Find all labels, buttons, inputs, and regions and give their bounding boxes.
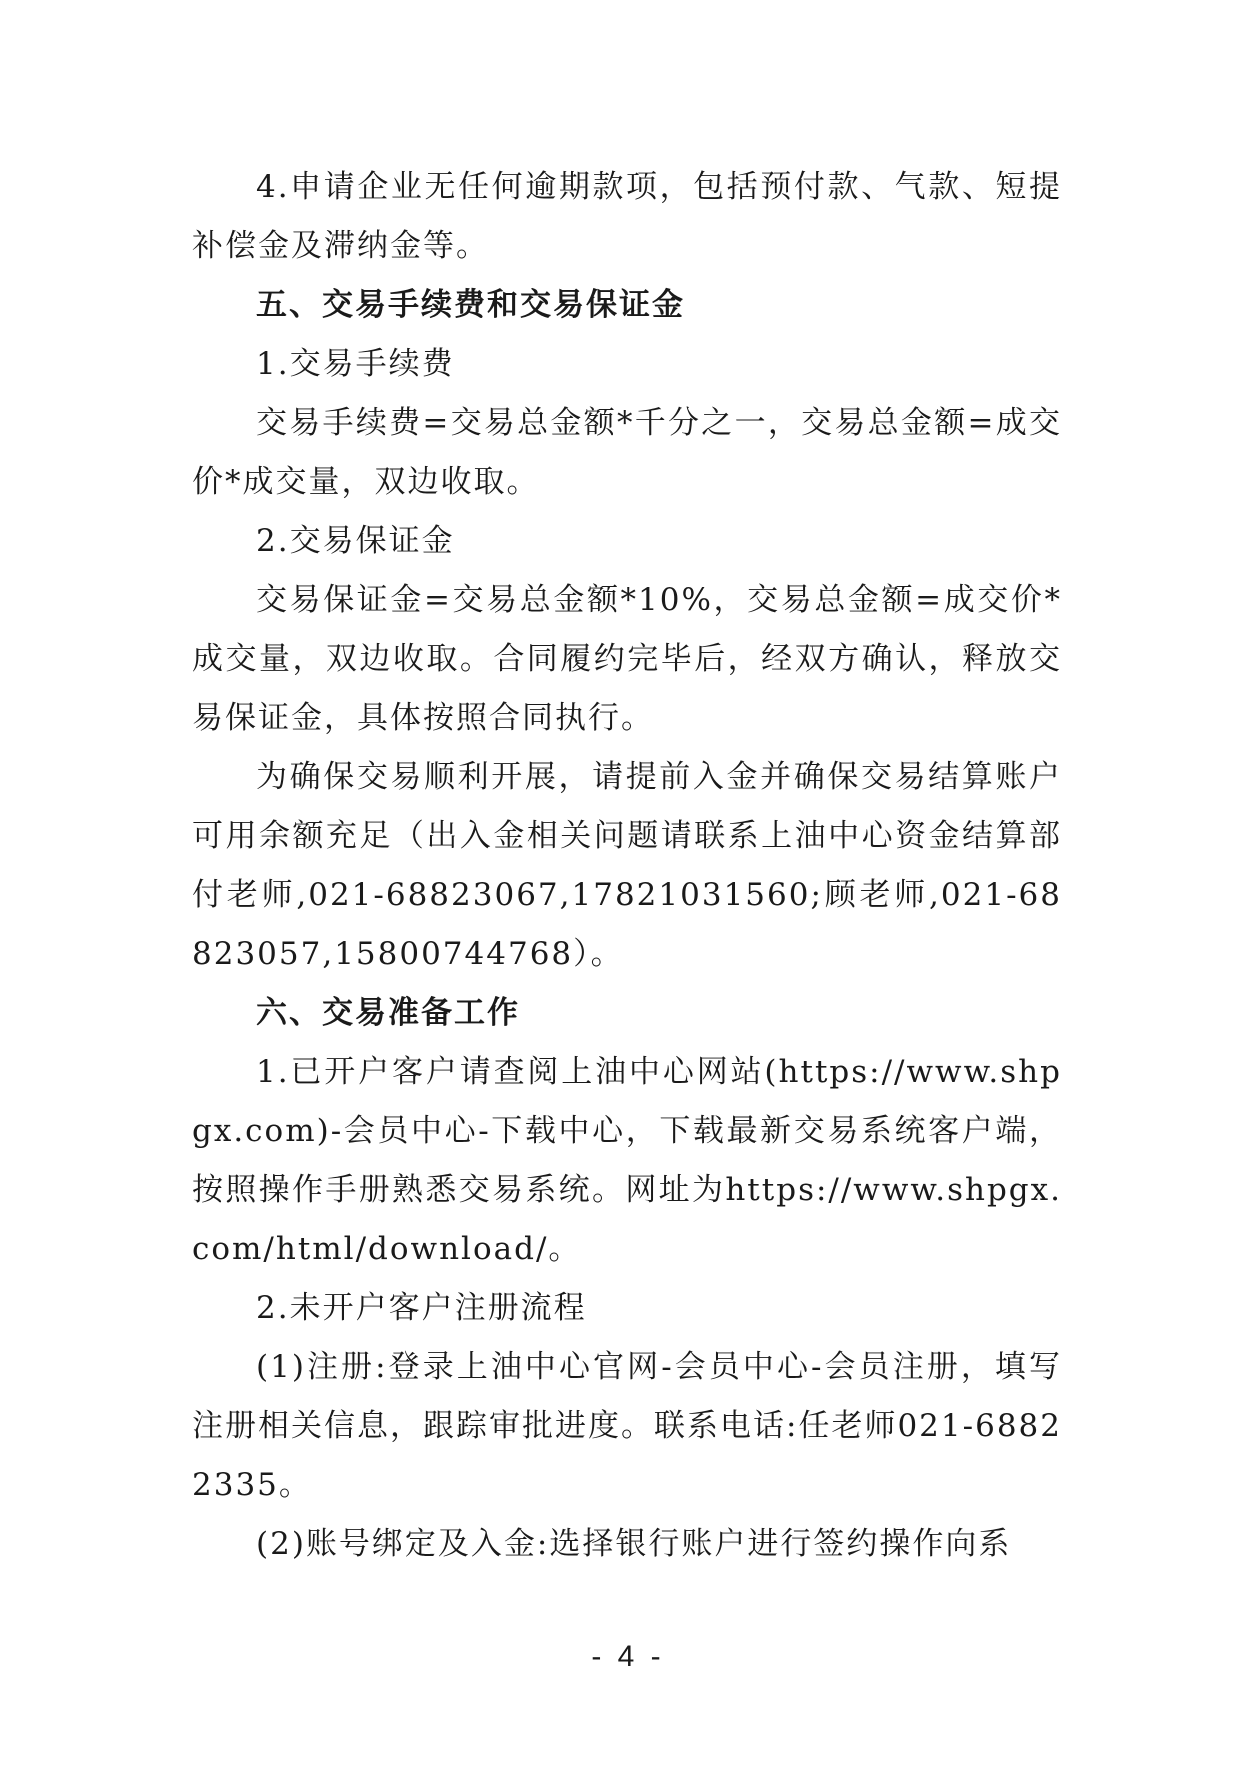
section-heading-preparation: 六、交易准备工作 (256, 995, 520, 1031)
section-heading-fees-margin: 五、交易手续费和交易保证金 (256, 287, 685, 323)
paragraph-funding-contacts: 为确保交易顺利开展，请提前入金并确保交易结算账户可用余额充足（出入金相关问题请联系上油中心资金结算部付老师,021-68823067,17821031560;顾老师,021-68823057,15800744768）。 (192, 759, 1062, 972)
paragraph-trading-margin-formula: 交易保证金=交易总金额*10%，交易总金额=成交价*成交量，双边收取。合同履约完毕后，经双方确认，释放交易保证金，具体按照合同执行。 (192, 582, 1062, 736)
subheading-trading-fee: 1.交易手续费 (256, 346, 455, 382)
paragraph-existing-clients: 1.已开户客户请查阅上油中心网站(https://www.shpgx.com)-会员中心-下载中心，下载最新交易系统客户端，按照操作手册熟悉交易系统。网址为https://www.shpgx.com/html/download/。 (192, 1054, 1062, 1267)
paragraph-trading-fee-formula: 交易手续费=交易总金额*千分之一，交易总金额=成交价*成交量，双边收取。 (192, 405, 1062, 500)
subheading-registration-process: 2.未开户客户注册流程 (256, 1290, 587, 1326)
paragraph-overdue-requirement: 4.申请企业无任何逾期款项，包括预付款、气款、短提补偿金及滞纳金等。 (192, 169, 1062, 264)
paragraph-account-binding-step: (2)账号绑定及入金:选择银行账户进行签约操作向系 (256, 1526, 1012, 1562)
document-body (192, 158, 1062, 1574)
paragraph-registration-step: (1)注册:登录上油中心官网-会员中心-会员注册，填写注册相关信息，跟踪审批进度。联系电话:任老师021-68822335。 (192, 1349, 1062, 1503)
subheading-trading-margin: 2.交易保证金 (256, 523, 455, 559)
page-number: - 4 - (591, 1640, 665, 1673)
